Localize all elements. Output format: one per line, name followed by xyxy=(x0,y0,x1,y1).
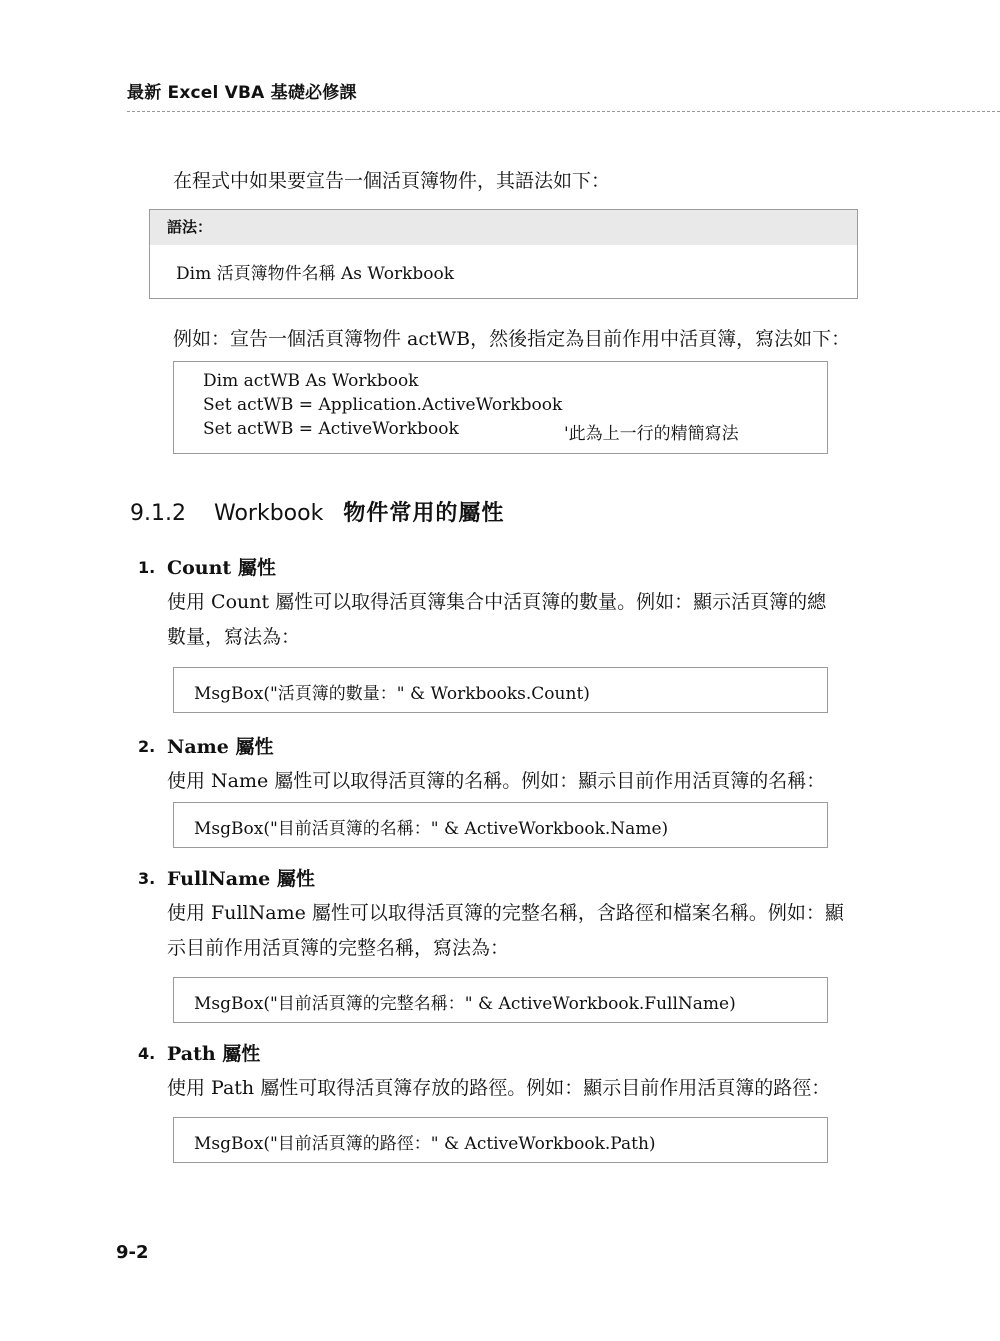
item-number: 3. xyxy=(138,869,156,888)
example-intro-paragraph: 例如：宣告一個活頁簿物件 actWB，然後指定為目前作用中活頁簿，寫法如下： xyxy=(173,328,851,350)
header-divider xyxy=(127,111,1000,112)
syntax-box-header xyxy=(150,210,857,245)
section-title-suffix: 物件常用的屬性 xyxy=(343,501,505,526)
syntax-label: 語法： xyxy=(167,218,213,236)
intro-paragraph: 在程式中如果要宣告一個活頁簿物件，其語法如下： xyxy=(173,170,611,192)
item-title: FullName 屬性 xyxy=(167,868,315,890)
item-title: Count 屬性 xyxy=(167,557,276,579)
item-title: Name 屬性 xyxy=(167,736,274,758)
item-description-line: 示目前作用活頁簿的完整名稱，寫法為： xyxy=(167,937,510,959)
code-line: MsgBox("目前活頁簿的路徑：" & ActiveWorkbook.Path) xyxy=(194,1134,656,1154)
item-description-line: 使用 Path 屬性可取得活頁簿存放的路徑。例如：顯示目前作用活頁簿的路徑： xyxy=(167,1077,831,1099)
code-box xyxy=(173,977,828,1023)
code-line-3: Set actWB = ActiveWorkbook xyxy=(203,419,459,439)
syntax-code-line: Dim 活頁簿物件名稱 As Workbook xyxy=(176,264,455,284)
code-comment: '此為上一行的精簡寫法 xyxy=(564,424,739,444)
item-description-line: 使用 Count 屬性可以取得活頁簿集合中活頁簿的數量。例如：顯示活頁簿的總 xyxy=(167,591,827,613)
code-box xyxy=(173,802,828,848)
code-line: MsgBox("目前活頁簿的名稱：" & ActiveWorkbook.Name) xyxy=(194,819,669,839)
code-line-1: Dim actWB As Workbook xyxy=(203,371,419,391)
item-number: 4. xyxy=(138,1044,156,1063)
code-box xyxy=(173,1117,828,1163)
code-box xyxy=(173,667,828,713)
section-heading xyxy=(130,496,504,527)
code-line: MsgBox("目前活頁簿的完整名稱：" & ActiveWorkbook.FullName) xyxy=(194,994,736,1014)
code-line: MsgBox("活頁簿的數量：" & Workbooks.Count) xyxy=(194,684,590,704)
page-number: 9-2 xyxy=(116,1242,149,1263)
example-code-box xyxy=(173,361,828,454)
item-description-line: 數量，寫法為： xyxy=(167,626,301,648)
item-title: Path 屬性 xyxy=(167,1043,261,1065)
item-number: 1. xyxy=(138,558,156,577)
item-description-line: 使用 FullName 屬性可以取得活頁簿的完整名稱，含路徑和檔案名稱。例如：顯 xyxy=(167,902,844,924)
code-line-2: Set actWB = Application.ActiveWorkbook xyxy=(203,395,563,415)
item-description-line: 使用 Name 屬性可以取得活頁簿的名稱。例如：顯示目前作用活頁簿的名稱： xyxy=(167,770,826,792)
item-number: 2. xyxy=(138,737,156,756)
section-number: 9.1.2 xyxy=(130,501,186,526)
section-title-prefix: Workbook xyxy=(213,501,324,526)
syntax-box xyxy=(149,209,858,299)
running-header-title: 最新 Excel VBA 基礎必修課 xyxy=(127,83,357,103)
